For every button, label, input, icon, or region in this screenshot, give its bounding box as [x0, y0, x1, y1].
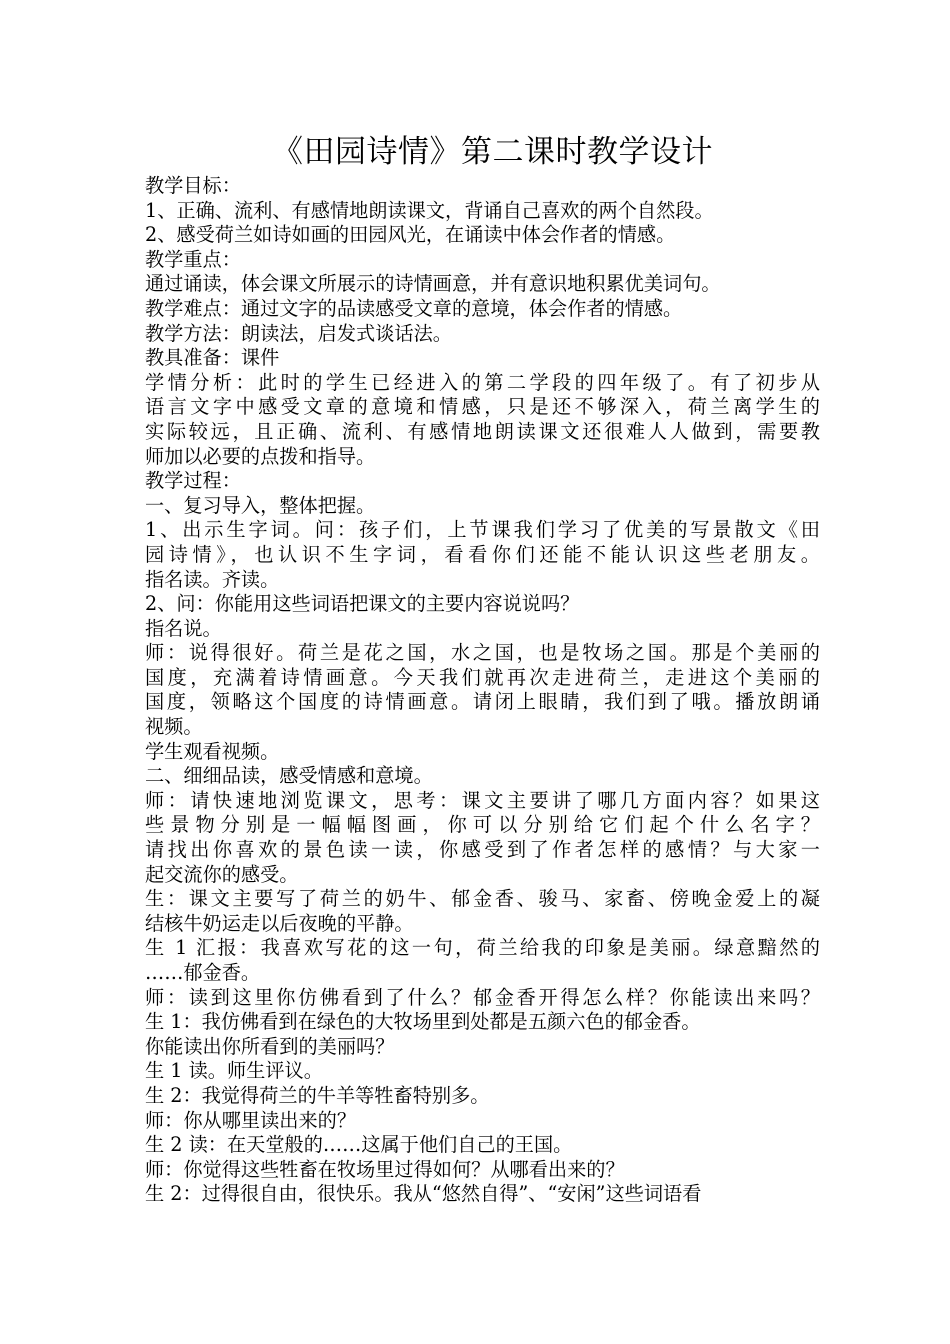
body-line: 园诗情》，也认识不生字词，看看你们还能不能认识这些老朋友。	[145, 542, 820, 566]
document-body	[145, 174, 820, 1207]
body-line: 师：说得很好。荷兰是花之国，水之国，也是牧场之国。那是个美丽的	[145, 641, 820, 665]
body-line: 学情分析：此时的学生已经进入的第二学段的四年级了。有了初步从	[145, 370, 820, 394]
body-line: 师：你从哪里读出来的？	[145, 1108, 357, 1132]
body-line: 教学方法：朗读法，启发式谈话法。	[145, 321, 452, 345]
body-line: 师：请快速地浏览课文，思考：课文主要讲了哪几方面内容？如果这	[145, 788, 820, 812]
body-line: 师加以必要的点拨和指导。	[145, 444, 376, 468]
body-line: 学生观看视频。	[145, 739, 280, 763]
body-line: 通过诵读，体会课文所展示的诗情画意，并有意识地积累优美词句。	[145, 272, 721, 296]
body-line: 请找出你喜欢的景色读一读，你感受到了作者怎样的感情？与大家一	[145, 838, 820, 862]
body-line: 生 2 读：在天堂般的……这属于他们自己的王国。	[145, 1133, 573, 1157]
document-title: 《田园诗情》第二课时教学设计	[272, 134, 713, 170]
body-line: 生：课文主要写了荷兰的奶牛、郁金香、骏马、家畜、傍晚金爱上的凝	[145, 887, 820, 911]
document-page	[145, 130, 820, 1207]
body-line: 语言文字中感受文章的意境和情感，只是还不够深入，荷兰离学生的	[145, 395, 820, 419]
body-line: 生 1 汇报：我喜欢写花的这一句，荷兰给我的印象是美丽。绿意黯然的	[145, 936, 820, 960]
body-line: 生 2：过得很自由，很快乐。我从“悠然自得”、“安闲”这些词语看	[145, 1182, 702, 1206]
body-line: 一、复习导入，整体把握。	[145, 493, 376, 517]
body-line: 指名说。	[145, 616, 222, 640]
body-line: 生 2：我觉得荷兰的牛羊等牲畜特别多。	[145, 1083, 490, 1107]
body-line: 1、正确、流利、有感情地朗读课文，背诵自己喜欢的两个自然段。	[145, 198, 714, 222]
body-line: 教具准备：课件	[145, 346, 280, 370]
body-line: 2、问：你能用这些词语把课文的主要内容说说吗？	[145, 592, 580, 616]
body-line: 实际较远，且正确、流利、有感情地朗读课文还很难人人做到，需要教	[145, 419, 820, 443]
body-line: 生 1：我仿佛看到在绿色的大牧场里到处都是五颜六色的郁金香。	[145, 1010, 701, 1034]
body-line: 视频。	[145, 715, 203, 739]
body-line: ……郁金香。	[145, 961, 261, 984]
body-line: 些景物分别是一幅幅图画，你可以分别给它们起个什么名字？	[145, 813, 820, 837]
body-line: 教学难点：通过文字的品读感受文章的意境，体会作者的情感。	[145, 296, 683, 320]
body-line: 二、细细品读，感受情感和意境。	[145, 764, 433, 788]
body-line: 结核牛奶运走以后夜晚的平静。	[145, 911, 414, 935]
body-line: 国度，领略这个国度的诗情画意。请闭上眼睛，我们到了哦。播放朗诵	[145, 690, 820, 714]
body-line: 1、出示生字词。问：孩子们，上节课我们学习了优美的写景散文《田	[145, 518, 820, 542]
body-line: 指名读。齐读。	[145, 567, 280, 591]
body-line: 师：你觉得这些牲畜在牧场里过得如何？从哪看出来的？	[145, 1157, 625, 1181]
body-line: 教学目标：	[145, 174, 241, 197]
body-line: 起交流你的感受。	[145, 862, 299, 886]
body-line: 国度，充满着诗情画意。今天我们就再次走进荷兰，走进这个美丽的	[145, 665, 820, 689]
body-line: 你能读出你所看到的美丽吗？	[145, 1034, 395, 1058]
body-line: 生 1 读。师生评议。	[145, 1059, 323, 1083]
body-line: 2、感受荷兰如诗如画的田园风光，在诵读中体会作者的情感。	[145, 223, 676, 247]
body-line: 师：读到这里你仿佛看到了什么？郁金香开得怎么样？你能读出来吗？	[145, 985, 820, 1009]
body-line: 教学过程：	[145, 469, 241, 493]
body-line: 教学重点：	[145, 247, 241, 271]
